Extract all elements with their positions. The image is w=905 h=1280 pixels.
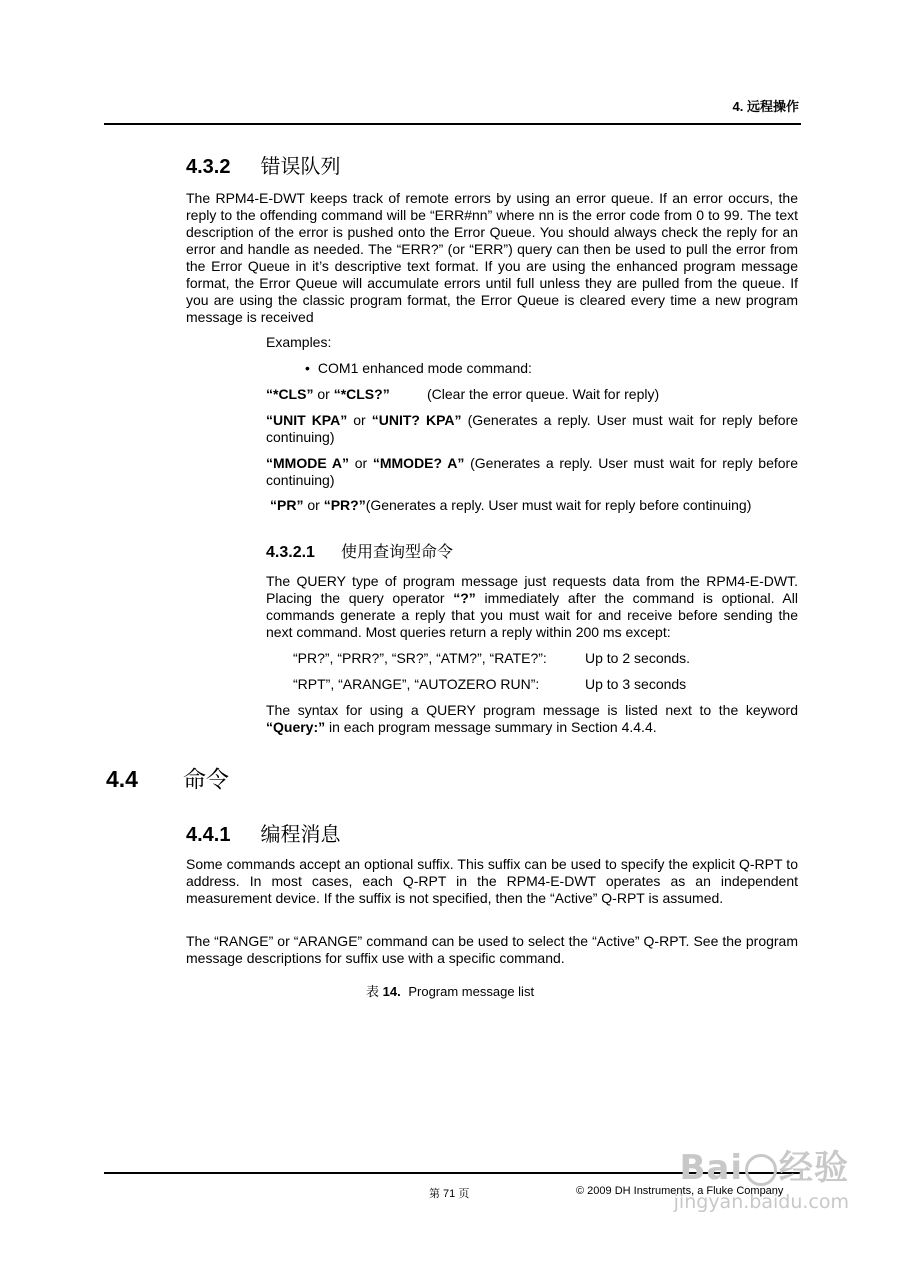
syntax-paragraph (266, 702, 798, 736)
bullet-icon: • (305, 360, 310, 376)
example-cmd: “PR” (270, 497, 304, 513)
range-paragraph: The “RANGE” or “ARANGE” command can be used to select the “Active” Q-RPT. See the program message descriptions for suffix use with a specific command. (186, 933, 798, 966)
section-title: 命令 (182, 766, 229, 792)
query-timing-row (293, 650, 691, 667)
section-number: 4.3.2 (186, 156, 231, 178)
query-cmds: “RPT”, “ARANGE”, “AUTOZERO RUN”: (293, 676, 540, 692)
watermark-brand: Bai (679, 1148, 743, 1188)
paw-icon (745, 1154, 777, 1186)
section-title: 错误队列 (260, 156, 341, 178)
suffix-paragraph: Some commands accept an optional suffix. This suffix can be used to specify the explicit Q-RPT to address. In most cases, each Q-RPT in the RPM4-E-DWT operates as an independent measurement device. If the suffix is not specified, then the “Active” Q-RPT is assumed. (186, 856, 798, 906)
example-unit (266, 412, 798, 446)
query-timing-row (293, 676, 687, 693)
example-or: or (317, 386, 330, 402)
section-heading-4-4 (106, 761, 229, 794)
query-text: The QUERY type of program message just requests data from the RPM4-E-DWT. Placing the query operator (266, 573, 798, 606)
baidu-watermark (674, 1140, 849, 1213)
bullet-text: COM1 enhanced mode command: (317, 360, 532, 376)
example-cmd-query: “MMODE? A” (372, 455, 465, 471)
caption-number: 14. (382, 984, 401, 999)
section-heading-4-3-2-1 (266, 539, 453, 562)
example-cmd: “MMODE A” (266, 455, 349, 471)
example-or: or (354, 455, 368, 471)
example-or: or (353, 412, 366, 428)
example-cmd-query: “UNIT? KPA” (371, 412, 462, 428)
table-caption (366, 981, 534, 1000)
example-cls (266, 386, 660, 403)
running-header: 4. 远程操作 (732, 99, 799, 114)
example-desc: (Clear the error queue. Wait for reply) (427, 386, 660, 402)
examples-label: Examples: (266, 334, 332, 350)
example-pr (270, 497, 751, 514)
section-number: 4.4 (106, 766, 138, 792)
query-operator: “?” (453, 590, 476, 606)
section-heading-4-4-1 (186, 818, 340, 847)
section-number: 4.4.1 (186, 824, 231, 846)
caption-prefix: 表 (366, 984, 380, 999)
example-or: or (307, 497, 320, 513)
watermark-url: jingyan.baidu.com (673, 1191, 849, 1213)
watermark-brand-cn: 经验 (779, 1148, 849, 1188)
caption-text: Program message list (408, 984, 535, 999)
copyright: © 2009 DH Instruments, a Fluke Company (576, 1185, 784, 1197)
query-paragraph (266, 573, 798, 641)
syntax-text: The syntax for using a QUERY program message is listed next to the keyword (266, 702, 798, 718)
syntax-text-cont: in each program message summary in Section 4.4.4. (325, 719, 657, 735)
query-text-cont: immediately after the command is optional. All commands generate a reply that you must wait for and receive before sending the next command. Most queries return a reply within 200 ms except: (266, 590, 798, 640)
section-heading-4-3-2 (186, 150, 340, 179)
example-desc: (Generates a reply. User must wait for reply before continuing) (266, 455, 799, 488)
query-time: Up to 3 seconds (585, 676, 687, 692)
example-desc: (Generates a reply. User must wait for reply before continuing) (266, 412, 799, 445)
section-number: 4.3.2.1 (266, 544, 315, 561)
example-cmd: “*CLS” (266, 386, 314, 402)
example-desc: (Generates a reply. User must wait for reply before continuing) (365, 497, 752, 513)
bullet-item (305, 360, 532, 377)
example-cmd-query: “*CLS?” (333, 386, 390, 402)
query-cmds: “PR?”, “PRR?”, “SR?”, “ATM?”, “RATE?”: (293, 650, 547, 666)
example-cmd-query: “PR?” (323, 497, 366, 513)
query-keyword: “Query:” (266, 719, 326, 735)
example-cmd: “UNIT KPA” (266, 412, 348, 428)
error-queue-paragraph: The RPM4-E-DWT keeps track of remote errors by using an error queue. If an error occurs, the reply to the offending command will be “ERR#nn” where nn is the error code from 0 to 99. The text description of the error is pushed onto the Error Queue. You should always check the reply for an error and handle as needed. The “ERR?” (or “ERR”) query can then be used to pull the error from the Error Queue in it’s descriptive text format. If you are using the enhanced program message format, the Error Queue will accumulate errors until full unless they are pulled from the queue. If you are using the classic program format, the Error Queue is cleared every time a new program message is received (186, 190, 798, 325)
example-mmode (266, 455, 798, 489)
section-title: 编程消息 (260, 824, 341, 846)
header-rule (104, 123, 801, 125)
query-time: Up to 2 seconds. (585, 650, 691, 666)
section-title: 使用查询型命令 (340, 544, 453, 561)
page-number: 第 71 页 (429, 1188, 470, 1200)
